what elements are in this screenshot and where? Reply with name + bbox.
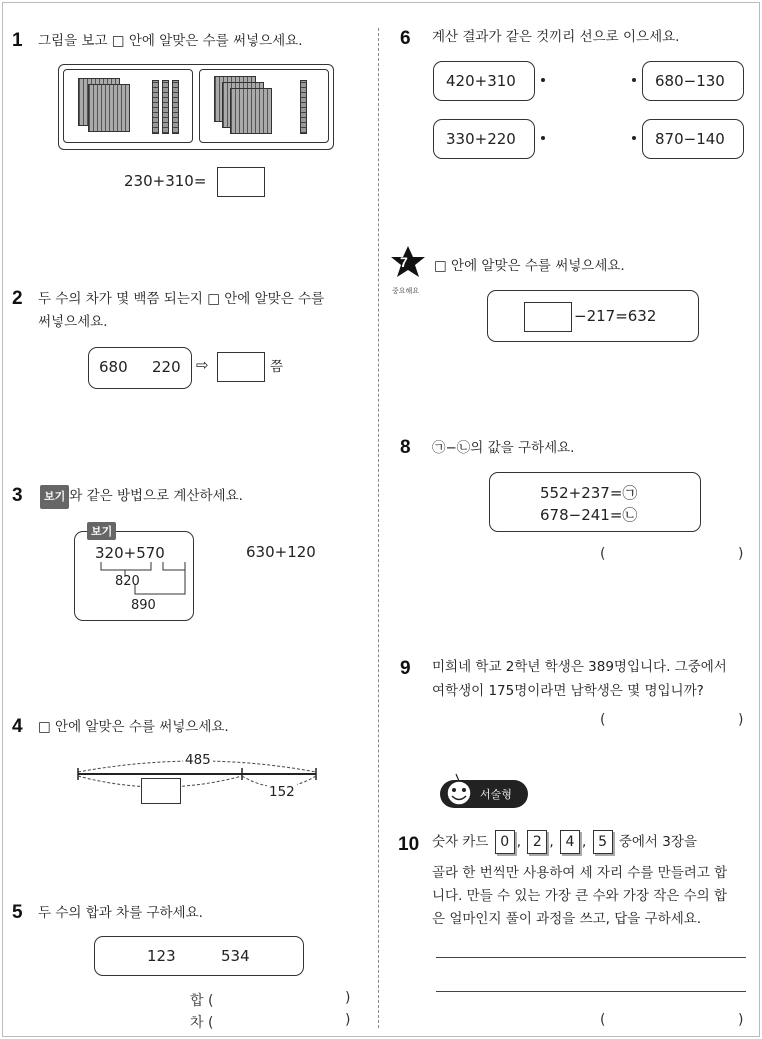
q5-number: 5 <box>12 902 23 923</box>
q3-badge: 보기 <box>40 485 69 509</box>
q3-example-badge: 보기 <box>87 522 116 540</box>
q6-left-card-1[interactable] <box>433 61 535 101</box>
ten-rod-icon <box>172 80 179 134</box>
q10-text-line4: 은 얼마인지 풀이 과정을 쓰고, 답을 구하세요. <box>432 911 702 927</box>
q10-text-line2: 골라 한 번씩만 사용하여 세 자리 수를 만들려고 합 <box>432 865 728 881</box>
q6-left-expr-2: 330+220 <box>446 130 516 148</box>
ten-rod-icon <box>162 80 169 134</box>
q6-right-expr-1: 680−130 <box>655 72 725 90</box>
q1-picture-left <box>63 69 193 143</box>
smiley-mascot-icon <box>442 772 476 808</box>
q8-line2: 678−241=㉡ <box>540 506 638 524</box>
hundred-block-icon <box>230 88 272 134</box>
q5-sum-label: 합 ( <box>190 993 214 1009</box>
q5-text: 두 수의 합과 차를 구하세요. <box>38 905 203 921</box>
q10-close: ) <box>738 1012 744 1028</box>
q5-number-a: 123 <box>147 947 176 965</box>
q7-number: 7 <box>400 254 408 270</box>
number-card-0: 0 <box>495 830 515 854</box>
ten-rod-icon <box>300 80 307 134</box>
q2-number: 2 <box>12 288 23 309</box>
q6-left-dot-2[interactable] <box>541 136 545 140</box>
q6-right-card-1[interactable] <box>642 61 744 101</box>
q3-example-box <box>74 525 194 621</box>
q9-close: ) <box>738 712 744 728</box>
q7-expression-box <box>487 290 699 342</box>
q6-right-dot-1[interactable] <box>632 78 636 82</box>
q10-answer[interactable] <box>612 1012 734 1030</box>
q10-badge-label: 서술형 <box>480 788 512 801</box>
q6-left-dot-1[interactable] <box>541 78 545 82</box>
q7-answer-box[interactable] <box>524 302 572 332</box>
q2-unit: 쯤 <box>270 359 284 375</box>
q1-text: 그림을 보고 □ 안에 알맞은 수를 써넣으세요. <box>38 33 303 49</box>
q8-text: ㉠−㉡의 값을 구하세요. <box>432 440 575 456</box>
q5-diff-close: ) <box>345 1012 351 1028</box>
q4-answer-box[interactable] <box>141 778 181 804</box>
q5-number-b: 534 <box>221 947 250 965</box>
q2-text-line1: 두 수의 차가 몇 백쯤 되는지 □ 안에 알맞은 수를 <box>38 291 325 307</box>
q4-total: 485 <box>185 752 211 768</box>
q10-number: 10 <box>398 834 420 855</box>
q1-answer-box[interactable] <box>217 167 265 197</box>
q10-work-line-1[interactable] <box>436 957 746 958</box>
column-divider <box>378 28 379 1028</box>
q10-open: ( <box>600 1012 606 1028</box>
q6-number: 6 <box>400 28 411 49</box>
q5-diff-label: 차 ( <box>190 1015 214 1031</box>
q9-text-line1: 미희네 학교 2학년 학생은 389명입니다. 그중에서 <box>432 659 727 675</box>
q2-text-line2: 써넣으세요. <box>38 314 108 330</box>
q5-numbers-box <box>94 936 304 976</box>
q2-number-a: 680 <box>99 358 128 376</box>
q10-badge <box>440 780 528 808</box>
q9-text-line2: 여학생이 175명이라면 남학생은 몇 명입니까? <box>432 683 704 699</box>
q8-number: 8 <box>400 437 411 458</box>
q7-tag: 중요해요 <box>392 287 420 295</box>
q3-problem: 630+120 <box>246 543 316 561</box>
q4-part: 152 <box>269 784 295 800</box>
q1-number: 1 <box>12 30 23 51</box>
q8-equations-box <box>489 472 701 532</box>
q8-close: ) <box>738 546 744 562</box>
q8-open: ( <box>600 546 606 562</box>
q1-picture-right <box>199 69 329 143</box>
q6-text: 계산 결과가 같은 것끼리 선으로 이으세요. <box>432 29 680 45</box>
q7-expression: −217=632 <box>574 307 657 325</box>
q10-work-line-2[interactable] <box>436 991 746 992</box>
q8-answer[interactable] <box>612 546 734 564</box>
q1-picture-frame <box>58 64 334 150</box>
q3-example-expr: 320+570 <box>95 544 165 562</box>
q9-open: ( <box>600 712 606 728</box>
arrow-right-icon: ⇨ <box>196 356 209 374</box>
q2-number-b: 220 <box>152 358 181 376</box>
q10-text-line1: 숫자 카드 0 , 2 , 4 , 5 중에서 3장을 <box>432 830 697 854</box>
q5-diff-answer[interactable] <box>214 1012 342 1030</box>
number-card-5: 5 <box>593 830 613 854</box>
q6-left-expr-1: 420+310 <box>446 72 516 90</box>
q6-right-dot-2[interactable] <box>632 136 636 140</box>
q9-number: 9 <box>400 658 411 679</box>
q2-numbers-box <box>88 347 192 389</box>
q4-number: 4 <box>12 716 23 737</box>
q1-expression: 230+310= <box>124 172 207 190</box>
q9-answer[interactable] <box>612 712 734 730</box>
star-badge-icon <box>388 244 428 280</box>
q3-number: 3 <box>12 485 23 506</box>
q6-left-card-2[interactable] <box>433 119 535 159</box>
hundred-block-icon <box>88 84 130 132</box>
q3-example-partial: 820 <box>115 574 140 589</box>
ten-rod-icon <box>152 80 159 134</box>
q10-text-line3: 니다. 만들 수 있는 가장 큰 수와 가장 작은 수의 합 <box>432 888 727 904</box>
q7-text: □ 안에 알맞은 수를 써넣으세요. <box>434 258 625 274</box>
q8-line1: 552+237=㉠ <box>540 484 638 502</box>
q3-example-result: 890 <box>131 598 156 613</box>
q2-answer-box[interactable] <box>217 352 265 382</box>
q4-text: □ 안에 알맞은 수를 써넣으세요. <box>38 719 229 735</box>
q6-right-expr-2: 870−140 <box>655 130 725 148</box>
q3-text: 보기 와 같은 방법으로 계산하세요. <box>40 485 243 509</box>
q6-right-card-2[interactable] <box>642 119 744 159</box>
q5-sum-close: ) <box>345 990 351 1006</box>
number-card-2: 2 <box>527 830 547 854</box>
q5-sum-answer[interactable] <box>214 990 342 1008</box>
number-card-4: 4 <box>560 830 580 854</box>
